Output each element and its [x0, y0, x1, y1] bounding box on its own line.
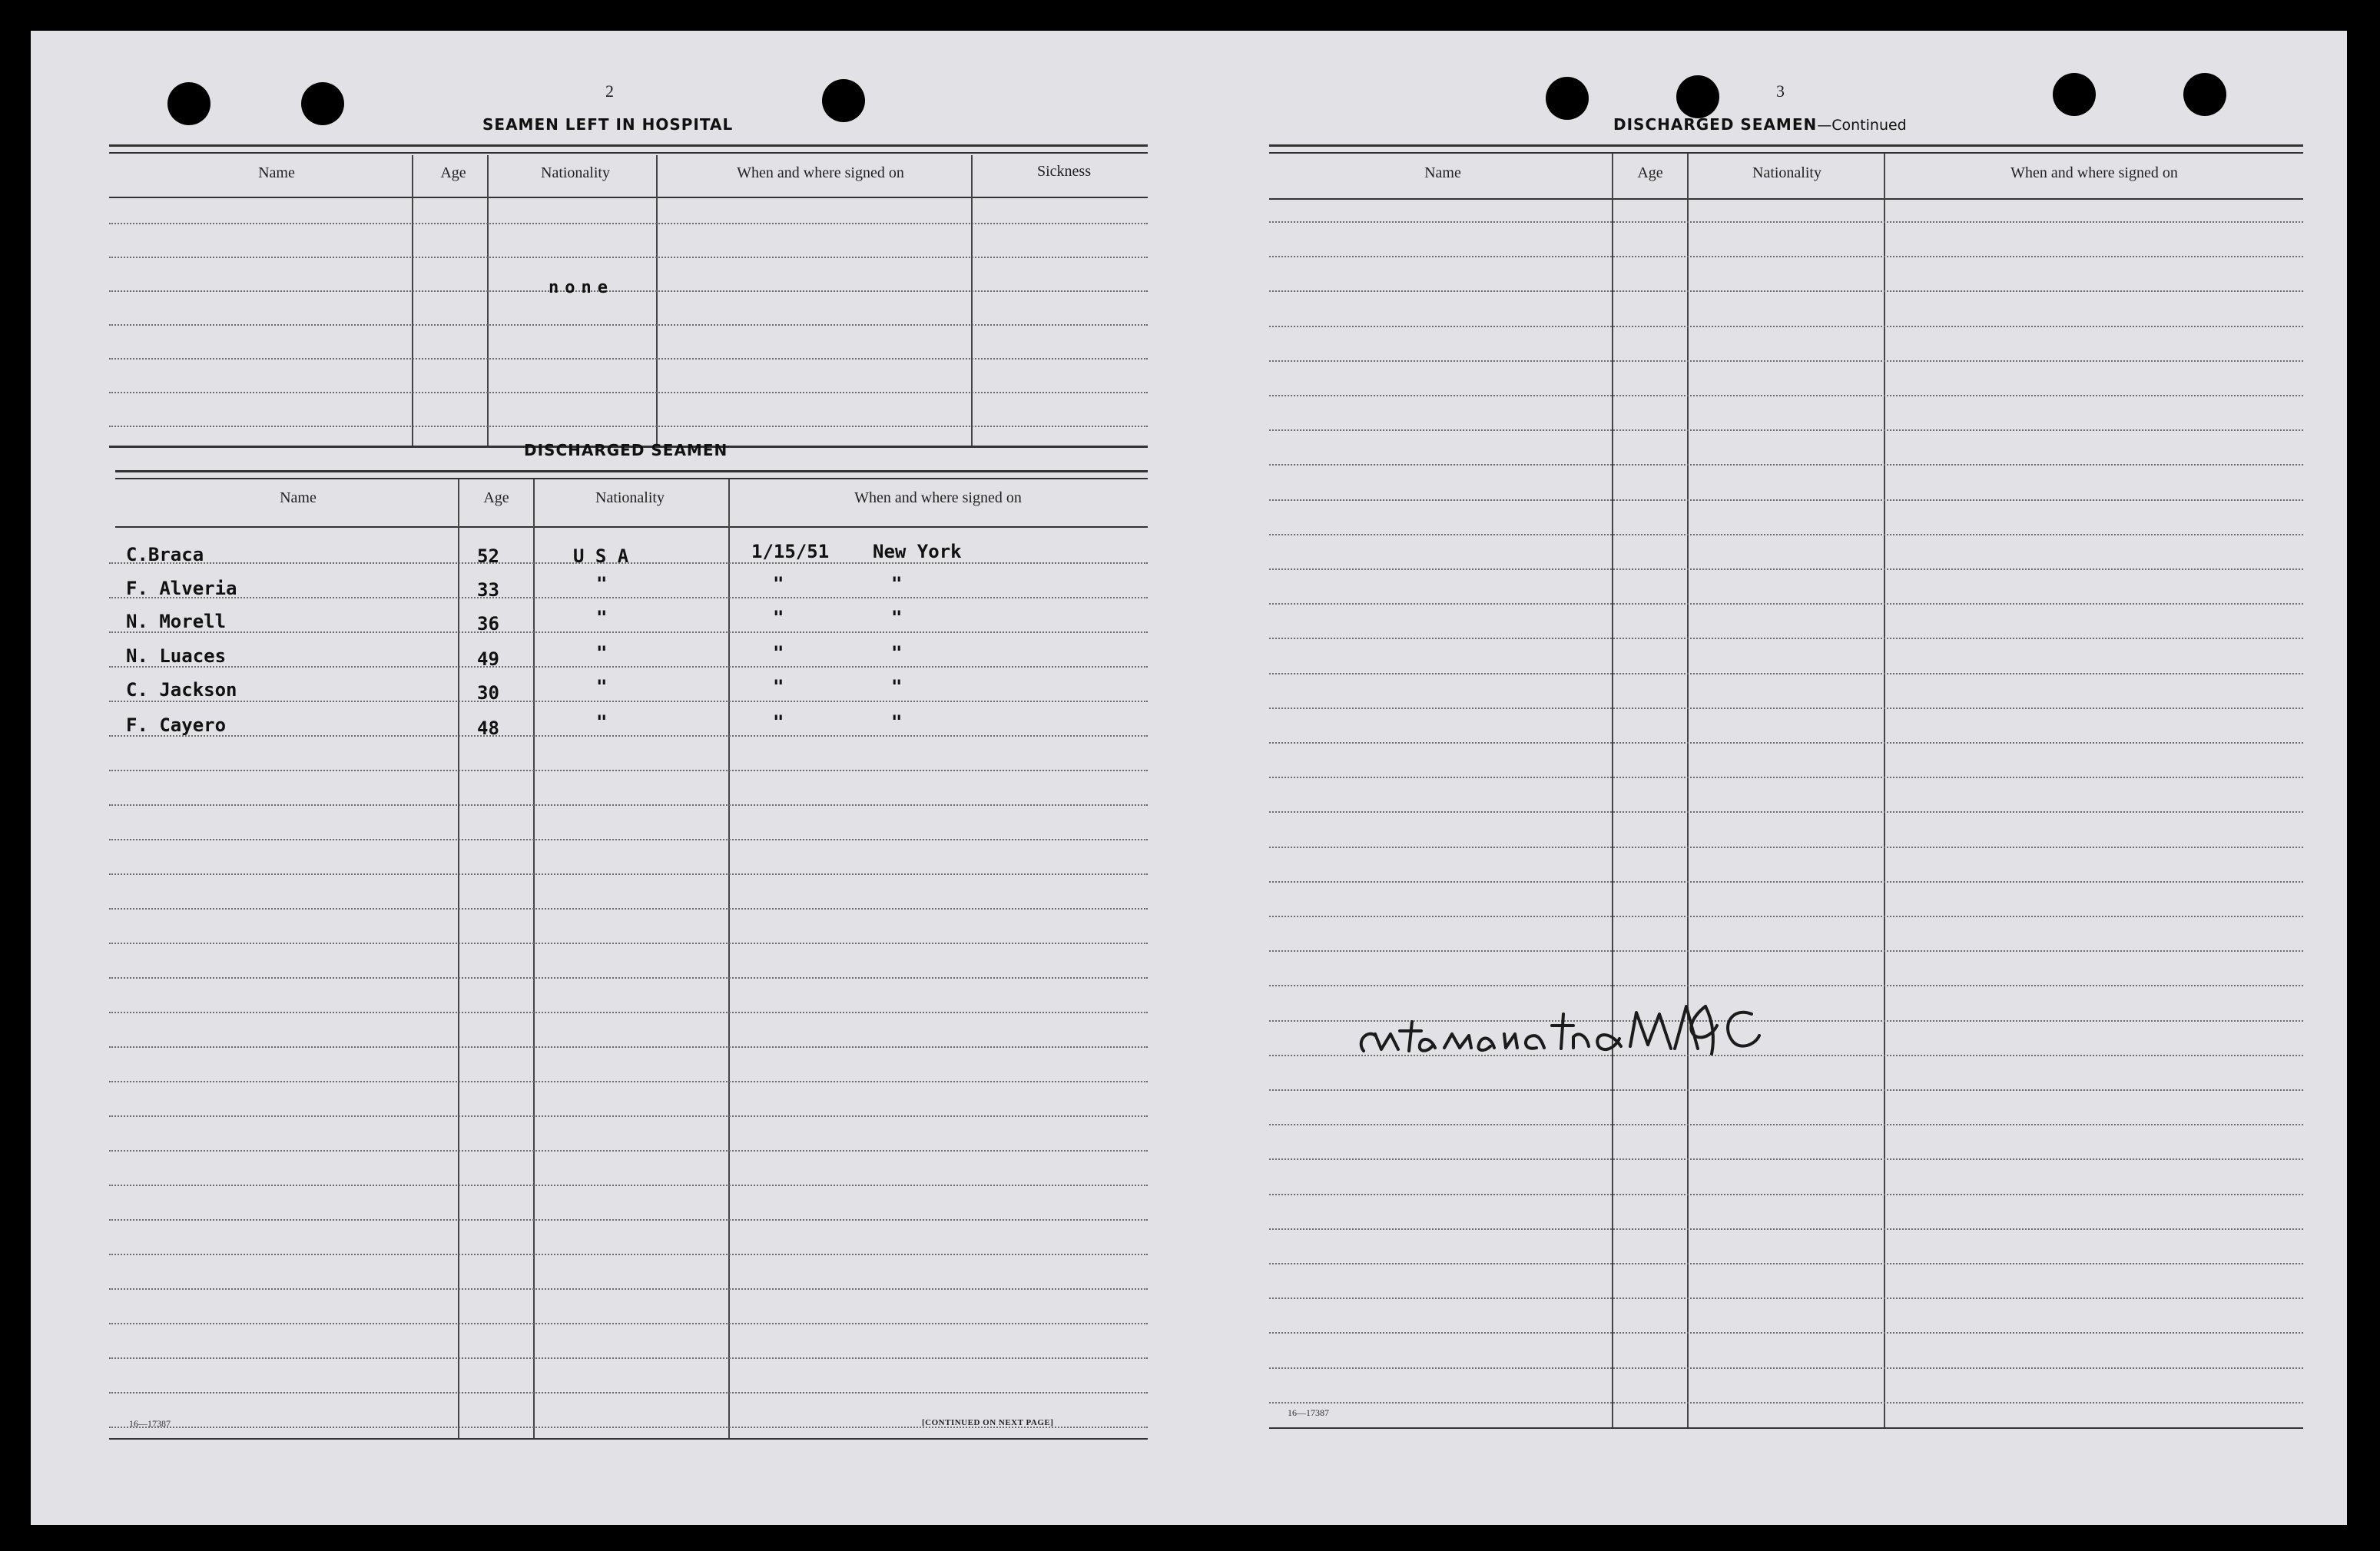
seaman-signed-place: " — [891, 711, 903, 733]
column-divider — [1687, 154, 1689, 1429]
ruled-line — [109, 597, 1148, 598]
seaman-age: 49 — [477, 648, 499, 670]
ruled-line — [1269, 395, 2303, 396]
seaman-signed-place: " — [891, 676, 903, 698]
ruled-line — [1269, 1297, 2303, 1299]
ruled-line — [1269, 1228, 2303, 1230]
ruled-line — [109, 1288, 1148, 1290]
column-divider — [458, 479, 459, 1440]
seaman-signed-place: " — [891, 573, 903, 595]
discharged-table-top-rule — [115, 470, 1148, 479]
punch-hole-icon — [167, 82, 210, 125]
ruled-line — [1269, 290, 2303, 292]
seaman-nationality: " — [596, 676, 608, 698]
ruled-line — [1269, 708, 2303, 709]
ruled-line — [109, 1046, 1148, 1048]
seaman-age: 48 — [477, 718, 499, 739]
punch-hole-icon — [301, 82, 344, 125]
hospital-none-entry: none — [549, 278, 614, 297]
ruled-line — [109, 701, 1148, 702]
punch-hole-icon — [1546, 77, 1589, 120]
column-divider — [487, 155, 489, 447]
ruled-line — [1269, 326, 2303, 327]
ruled-line — [109, 735, 1148, 737]
ruled-line — [109, 324, 1148, 326]
ruled-line — [109, 666, 1148, 668]
ruled-line — [109, 1323, 1148, 1324]
right-col-name: Name — [1424, 164, 1461, 181]
ruled-line — [1269, 638, 2303, 639]
ruled-line — [1269, 777, 2303, 778]
right-header-rule — [1269, 198, 2303, 200]
ruled-line — [109, 358, 1148, 360]
punch-hole-icon — [822, 79, 865, 122]
ruled-line — [109, 631, 1148, 633]
form-number-right: 16—17387 — [1288, 1407, 1329, 1418]
hospital-col-age: Age — [440, 164, 466, 181]
punch-hole-icon — [2183, 73, 2226, 116]
column-divider — [971, 155, 973, 447]
ruled-line — [109, 392, 1148, 393]
ruled-line — [1269, 950, 2303, 952]
ruled-line — [1269, 1158, 2303, 1160]
ruled-line — [1269, 1263, 2303, 1264]
ruled-line — [1269, 881, 2303, 883]
discharged-col-name: Name — [280, 489, 317, 506]
ruled-line — [1269, 1332, 2303, 1334]
column-divider — [728, 479, 730, 1440]
ruled-line — [1269, 1124, 2303, 1125]
seaman-signed-place: New York — [873, 541, 962, 562]
column-divider — [533, 479, 535, 1440]
hospital-table-top-rule — [109, 144, 1148, 154]
hospital-col-sickness: Sickness — [1037, 163, 1091, 180]
ruled-line — [109, 223, 1148, 224]
right-table-top-rule — [1269, 144, 2303, 154]
ruled-line — [109, 1219, 1148, 1221]
hospital-col-nationality: Nationality — [541, 164, 610, 181]
ruled-line — [109, 1115, 1148, 1117]
ruled-line — [1269, 1089, 2303, 1091]
ruled-line — [1269, 1367, 2303, 1369]
seaman-signed-place: " — [891, 607, 903, 628]
ruled-line — [1269, 742, 2303, 744]
seaman-signed-place: " — [891, 642, 903, 664]
seaman-signed-date: 1/15/51 — [751, 541, 830, 562]
ruled-line — [109, 1012, 1148, 1013]
seaman-signed-date: " — [773, 573, 784, 595]
punch-hole-icon — [2053, 73, 2096, 116]
ruled-line — [1269, 360, 2303, 362]
ruled-line — [1269, 256, 2303, 257]
seaman-signed-date: " — [773, 676, 784, 698]
discharged-col-nationality: Nationality — [595, 489, 665, 506]
ruled-line — [1269, 847, 2303, 848]
ruled-line — [1269, 603, 2303, 605]
ruled-line — [109, 839, 1148, 840]
seaman-name: C. Jackson — [126, 679, 237, 701]
column-divider — [1884, 154, 1885, 1429]
ruled-line — [1269, 811, 2303, 813]
seaman-name: C.Braca — [126, 544, 204, 565]
ruled-line — [109, 426, 1148, 427]
discharged-continued-title — [1613, 115, 1907, 134]
hospital-col-signed-on: When and where signed on — [737, 164, 904, 181]
column-divider — [412, 155, 413, 447]
ruled-line — [1269, 1194, 2303, 1195]
ruled-line — [1269, 429, 2303, 431]
form-number-left: 16—17387 — [129, 1418, 171, 1429]
ruled-line — [1269, 534, 2303, 535]
hospital-col-name: Name — [258, 164, 295, 181]
discharged-col-age: Age — [483, 489, 509, 506]
column-divider — [1612, 154, 1613, 1429]
ruled-line — [109, 977, 1148, 979]
manifest-sheet — [31, 31, 2347, 1525]
column-divider — [656, 155, 658, 447]
seaman-nationality: " — [596, 642, 608, 664]
seaman-signed-date: " — [773, 642, 784, 664]
ruled-line — [109, 1185, 1148, 1186]
seaman-age: 33 — [477, 579, 499, 601]
seaman-age: 52 — [477, 545, 499, 567]
ruled-line — [109, 1392, 1148, 1394]
ruled-line — [109, 943, 1148, 944]
seaman-name: N. Morell — [126, 611, 227, 632]
punch-hole-icon — [1676, 75, 1719, 118]
seaman-nationality: U S A — [573, 545, 629, 567]
page-number-right: 3 — [1776, 81, 1785, 101]
hospital-section-title: SEAMEN LEFT IN HOSPITAL — [482, 115, 734, 134]
seaman-nationality: " — [596, 607, 608, 628]
ruled-line — [1269, 1402, 2303, 1404]
ruled-line — [109, 1150, 1148, 1152]
title-main: DISCHARGED SEAMEN — [1613, 115, 1818, 134]
ruled-line — [109, 1254, 1148, 1255]
right-col-age: Age — [1637, 164, 1663, 181]
ruled-line — [109, 908, 1148, 910]
title-suffix: —Continued — [1817, 117, 1907, 134]
page-number-left: 2 — [605, 81, 614, 101]
right-bottom-rule — [1269, 1427, 2303, 1429]
ruled-line — [1269, 568, 2303, 570]
ruled-line — [1269, 499, 2303, 501]
discharged-bottom-rule — [109, 1438, 1148, 1440]
right-col-signed-on: When and where signed on — [2010, 164, 2178, 181]
seaman-name: F. Cayero — [126, 714, 227, 736]
seaman-name: N. Luaces — [126, 645, 227, 667]
right-col-nationality: Nationality — [1752, 164, 1821, 181]
ruled-line — [1269, 985, 2303, 986]
ruled-line — [109, 1081, 1148, 1082]
discharged-section-title: DISCHARGED SEAMEN — [524, 441, 728, 459]
ruled-line — [109, 1357, 1148, 1359]
mirrored-signature-icon — [1344, 991, 1775, 1075]
discharged-col-signed-on: When and where signed on — [854, 489, 1022, 506]
seaman-age: 30 — [477, 682, 499, 704]
ruled-line — [1269, 464, 2303, 466]
seaman-age: 36 — [477, 613, 499, 635]
ruled-line — [109, 804, 1148, 806]
seaman-signed-date: " — [773, 607, 784, 628]
seaman-signed-date: " — [773, 711, 784, 733]
discharged-header-rule — [115, 526, 1148, 528]
seaman-name: F. Alveria — [126, 578, 237, 599]
hospital-header-rule — [109, 197, 1148, 198]
ruled-line — [109, 290, 1148, 292]
ruled-line — [1269, 221, 2303, 223]
seaman-nationality: " — [596, 711, 608, 733]
seaman-nationality: " — [596, 573, 608, 595]
ruled-line — [109, 257, 1148, 258]
continued-note: [CONTINUED ON NEXT PAGE] — [922, 1418, 1054, 1427]
ruled-line — [1269, 673, 2303, 674]
ruled-line — [109, 873, 1148, 875]
ruled-line — [1269, 916, 2303, 917]
ruled-line — [109, 770, 1148, 771]
